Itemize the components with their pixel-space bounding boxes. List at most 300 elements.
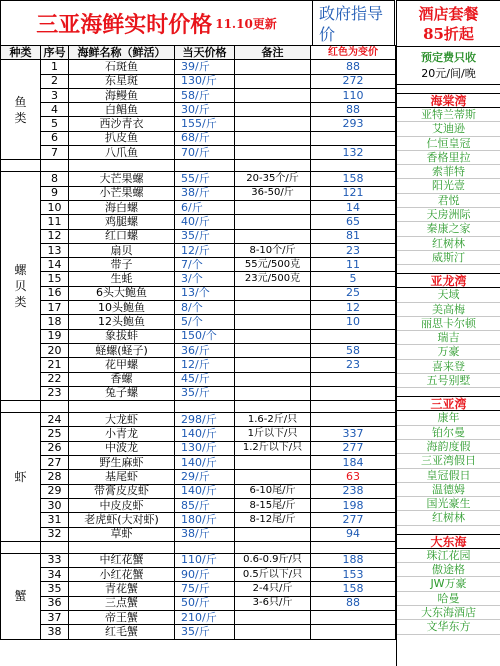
item-number: 32 xyxy=(41,527,69,541)
table-row xyxy=(1,413,396,427)
table-row xyxy=(1,358,396,372)
item-price: 140/斤 xyxy=(175,427,235,441)
item-number: 33 xyxy=(41,553,69,567)
header-reference: 红色为变价 xyxy=(311,46,396,60)
hotel-item: 红树林 xyxy=(397,511,500,525)
item-name: 6头大鲍鱼 xyxy=(69,286,175,300)
spacer-cell xyxy=(235,160,311,172)
item-note: 1斤以下/只 xyxy=(235,427,311,441)
item-note xyxy=(235,146,311,160)
item-name: 象拔蚌 xyxy=(69,329,175,343)
item-note xyxy=(235,74,311,88)
item-name: 大芒果螺 xyxy=(69,172,175,186)
item-name: 老虎虾(大对虾) xyxy=(69,513,175,527)
hotel-item: 君悦 xyxy=(397,194,500,208)
spacer-cell xyxy=(1,541,41,553)
table-row xyxy=(1,625,396,639)
gov-price-label: 政府指导价 xyxy=(313,0,395,46)
hotel-item: 五号别墅 xyxy=(397,374,500,388)
item-number: 11 xyxy=(41,215,69,229)
item-note xyxy=(235,610,311,624)
item-price: 155/斤 xyxy=(175,117,235,131)
table-row xyxy=(1,568,396,582)
item-note xyxy=(235,88,311,102)
table-row xyxy=(1,343,396,357)
spacer-cell xyxy=(69,401,175,413)
item-price: 210/斤 xyxy=(175,610,235,624)
item-reference-price: 188 xyxy=(311,553,396,567)
table-row xyxy=(1,60,396,74)
item-number: 24 xyxy=(41,413,69,427)
item-price: 35/斤 xyxy=(175,625,235,639)
item-price: 40/斤 xyxy=(175,215,235,229)
category-cell: 螺 贝 类 xyxy=(1,172,41,401)
item-reference-price xyxy=(311,413,396,427)
item-name: 八爪鱼 xyxy=(69,146,175,160)
item-note xyxy=(235,372,311,386)
item-reference-price: 277 xyxy=(311,441,396,455)
item-reference-price: 14 xyxy=(311,200,396,214)
hotel-item: 香格里拉 xyxy=(397,151,500,165)
item-number: 34 xyxy=(41,568,69,582)
item-note: 20-35个/斤 xyxy=(235,172,311,186)
item-number: 13 xyxy=(41,243,69,257)
table-row xyxy=(1,427,396,441)
item-name: 野生麻虾 xyxy=(69,456,175,470)
item-price: 38/斤 xyxy=(175,527,235,541)
hotel-item: 国光豪生 xyxy=(397,497,500,511)
table-row xyxy=(1,103,396,117)
item-reference-price: 277 xyxy=(311,513,396,527)
item-note xyxy=(235,527,311,541)
item-price: 85/斤 xyxy=(175,498,235,512)
item-name: 香螺 xyxy=(69,372,175,386)
item-reference-price: 337 xyxy=(311,427,396,441)
table-row xyxy=(1,272,396,286)
item-reference-price: 65 xyxy=(311,215,396,229)
header-note: 备注 xyxy=(235,46,311,60)
item-number: 38 xyxy=(41,625,69,639)
item-name: 蛏螺(蛏子) xyxy=(69,343,175,357)
category-cell: 鱼 类 xyxy=(1,60,41,160)
table-row xyxy=(1,610,396,624)
item-number: 20 xyxy=(41,343,69,357)
hotel-area-heading: 三亚湾 xyxy=(397,396,500,411)
table-row xyxy=(1,329,396,343)
item-note xyxy=(235,103,311,117)
item-number: 7 xyxy=(41,146,69,160)
item-name: 红口螺 xyxy=(69,229,175,243)
hotel-item: 仁恒皇冠 xyxy=(397,137,500,151)
item-name: 扇贝 xyxy=(69,243,175,257)
table-row xyxy=(1,553,396,567)
header-price: 当天价格 xyxy=(175,46,235,60)
item-price: 45/斤 xyxy=(175,372,235,386)
hotel-item: 艾迪逊 xyxy=(397,122,500,136)
header-name: 海鲜名称（鲜活） xyxy=(69,46,175,60)
booking-fee-line1: 预定费只收 xyxy=(421,51,476,64)
item-number: 4 xyxy=(41,103,69,117)
table-row xyxy=(1,498,396,512)
spacer-cell xyxy=(235,401,311,413)
item-name: 10头鲍鱼 xyxy=(69,301,175,315)
table-row xyxy=(1,286,396,300)
spacer-cell xyxy=(1,160,41,172)
header-category: 种类 xyxy=(1,46,41,60)
table-header-row xyxy=(1,46,396,60)
item-name: 带子 xyxy=(69,258,175,272)
item-note xyxy=(235,229,311,243)
hotel-item: 亚特兰蒂斯 xyxy=(397,108,500,122)
item-name: 带膏皮皮虾 xyxy=(69,484,175,498)
item-name: 扒皮鱼 xyxy=(69,131,175,145)
hotel-item: 温德姆 xyxy=(397,483,500,497)
category-cell: 蟹 xyxy=(1,553,41,639)
item-reference-price: 88 xyxy=(311,103,396,117)
item-reference-price: 58 xyxy=(311,343,396,357)
table-row xyxy=(1,243,396,257)
item-reference-price: 88 xyxy=(311,60,396,74)
area-gap xyxy=(397,265,500,273)
hotel-item: 秦康之家 xyxy=(397,222,500,236)
item-reference-price: 198 xyxy=(311,498,396,512)
spacer-cell xyxy=(311,401,396,413)
item-reference-price: 238 xyxy=(311,484,396,498)
item-note: 8-10个/斤 xyxy=(235,243,311,257)
item-name: 小青龙 xyxy=(69,427,175,441)
item-note: 2-4只/斤 xyxy=(235,582,311,596)
area-gap xyxy=(397,85,500,93)
table-row xyxy=(1,484,396,498)
table-row xyxy=(1,582,396,596)
table-row xyxy=(1,513,396,527)
item-note: 1.2斤以下/只 xyxy=(235,441,311,455)
item-reference-price: 158 xyxy=(311,582,396,596)
item-price: 75/斤 xyxy=(175,582,235,596)
item-note: 3-6只/斤 xyxy=(235,596,311,610)
table-row xyxy=(1,596,396,610)
item-number: 21 xyxy=(41,358,69,372)
item-note xyxy=(235,60,311,74)
hotel-item: 万豪 xyxy=(397,345,500,359)
item-number: 17 xyxy=(41,301,69,315)
item-name: 青花蟹 xyxy=(69,582,175,596)
item-price: 38/斤 xyxy=(175,186,235,200)
item-note xyxy=(235,131,311,145)
item-price: 39/斤 xyxy=(175,60,235,74)
item-note xyxy=(235,470,311,484)
item-price: 8/个 xyxy=(175,301,235,315)
item-number: 3 xyxy=(41,88,69,102)
item-name: 小芒果螺 xyxy=(69,186,175,200)
spacer-cell xyxy=(175,541,235,553)
item-number: 10 xyxy=(41,200,69,214)
table-row xyxy=(1,146,396,160)
item-price: 58/斤 xyxy=(175,88,235,102)
item-reference-price: 293 xyxy=(311,117,396,131)
table-row xyxy=(1,301,396,315)
item-name: 海鳗鱼 xyxy=(69,88,175,102)
item-note xyxy=(235,200,311,214)
item-reference-price: 272 xyxy=(311,74,396,88)
item-price: 90/斤 xyxy=(175,568,235,582)
hotel-item: 丽思卡尔顿 xyxy=(397,317,500,331)
hotel-area-heading: 大东海 xyxy=(397,534,500,549)
table-row xyxy=(1,527,396,541)
item-number: 30 xyxy=(41,498,69,512)
item-name: 中波龙 xyxy=(69,441,175,455)
booking-fee-line2: 20元/间/晚 xyxy=(421,67,476,80)
table-row xyxy=(1,186,396,200)
item-reference-price: 25 xyxy=(311,286,396,300)
price-table-body xyxy=(1,60,396,639)
item-number: 35 xyxy=(41,582,69,596)
item-name: 海白螺 xyxy=(69,200,175,214)
hotel-item: 阳光壹 xyxy=(397,179,500,193)
item-note xyxy=(235,329,311,343)
item-reference-price: 12 xyxy=(311,301,396,315)
item-name: 帝王蟹 xyxy=(69,610,175,624)
hotel-item: JW万豪 xyxy=(397,577,500,591)
table-row xyxy=(1,172,396,186)
item-note xyxy=(235,456,311,470)
item-name: 小红花蟹 xyxy=(69,568,175,582)
item-name: 生蚝 xyxy=(69,272,175,286)
item-reference-price: 158 xyxy=(311,172,396,186)
item-name: 西沙青衣 xyxy=(69,117,175,131)
item-name: 中红花蟹 xyxy=(69,553,175,567)
item-name: 12头鲍鱼 xyxy=(69,315,175,329)
spacer-cell xyxy=(175,401,235,413)
hotel-item: 索菲特 xyxy=(397,165,500,179)
item-number: 25 xyxy=(41,427,69,441)
spacer-cell xyxy=(41,401,69,413)
item-price: 110/斤 xyxy=(175,553,235,567)
spacer-cell xyxy=(1,401,41,413)
item-price: 3/个 xyxy=(175,272,235,286)
item-price: 130/斤 xyxy=(175,74,235,88)
item-name: 鸡腿螺 xyxy=(69,215,175,229)
item-note xyxy=(235,386,311,400)
item-reference-price xyxy=(311,386,396,400)
hotel-item: 珠江花园 xyxy=(397,549,500,563)
item-note: 23元/500克 xyxy=(235,272,311,286)
item-number: 12 xyxy=(41,229,69,243)
item-price: 30/斤 xyxy=(175,103,235,117)
item-reference-price: 11 xyxy=(311,258,396,272)
item-price: 150/个 xyxy=(175,329,235,343)
spacer-cell xyxy=(235,541,311,553)
item-note xyxy=(235,215,311,229)
item-reference-price: 63 xyxy=(311,470,396,484)
item-note: 8-15尾/斤 xyxy=(235,498,311,512)
table-row xyxy=(1,470,396,484)
item-note: 0.5斤以下/只 xyxy=(235,568,311,582)
item-reference-price xyxy=(311,131,396,145)
item-name: 东星斑 xyxy=(69,74,175,88)
item-reference-price: 110 xyxy=(311,88,396,102)
item-note: 36-50/斤 xyxy=(235,186,311,200)
item-reference-price: 132 xyxy=(311,146,396,160)
item-price: 7/个 xyxy=(175,258,235,272)
item-number: 28 xyxy=(41,470,69,484)
item-number: 18 xyxy=(41,315,69,329)
item-reference-price: 184 xyxy=(311,456,396,470)
hotel-title-line1: 酒店套餐 xyxy=(418,5,479,23)
item-number: 2 xyxy=(41,74,69,88)
item-price: 140/斤 xyxy=(175,484,235,498)
item-name: 草虾 xyxy=(69,527,175,541)
item-reference-price: 23 xyxy=(311,358,396,372)
hotel-booking-fee xyxy=(397,47,500,85)
item-note xyxy=(235,301,311,315)
spacer-cell xyxy=(41,541,69,553)
table-row xyxy=(1,386,396,400)
item-name: 三点蟹 xyxy=(69,596,175,610)
item-reference-price xyxy=(311,329,396,343)
item-reference-price: 153 xyxy=(311,568,396,582)
hotel-title-line2: 85折起 xyxy=(423,25,474,43)
item-number: 19 xyxy=(41,329,69,343)
hotel-item: 康年 xyxy=(397,411,500,425)
item-number: 31 xyxy=(41,513,69,527)
item-price: 35/斤 xyxy=(175,229,235,243)
item-price: 13/个 xyxy=(175,286,235,300)
table-row xyxy=(1,88,396,102)
item-number: 5 xyxy=(41,117,69,131)
item-name: 大龙虾 xyxy=(69,413,175,427)
item-note: 1.6-2斤/只 xyxy=(235,413,311,427)
item-note: 55元/500克 xyxy=(235,258,311,272)
item-name: 兔子螺 xyxy=(69,386,175,400)
item-name: 基尾虾 xyxy=(69,470,175,484)
item-number: 15 xyxy=(41,272,69,286)
item-price: 50/斤 xyxy=(175,596,235,610)
item-number: 23 xyxy=(41,386,69,400)
item-price: 180/斤 xyxy=(175,513,235,527)
hotel-item: 天房洲际 xyxy=(397,208,500,222)
item-reference-price: 5 xyxy=(311,272,396,286)
item-number: 6 xyxy=(41,131,69,145)
hotel-item: 文华东方 xyxy=(397,620,500,634)
item-price: 35/斤 xyxy=(175,386,235,400)
table-row xyxy=(1,117,396,131)
item-price: 6/斤 xyxy=(175,200,235,214)
item-price: 29/斤 xyxy=(175,470,235,484)
title-main: 三亚海鲜实时价格 xyxy=(36,11,213,38)
hotel-item: 天域 xyxy=(397,288,500,302)
hotel-item: 瑞吉 xyxy=(397,331,500,345)
item-note xyxy=(235,358,311,372)
hotel-area-heading: 海棠湾 xyxy=(397,93,500,108)
item-note xyxy=(235,117,311,131)
item-number: 9 xyxy=(41,186,69,200)
item-name: 花甲螺 xyxy=(69,358,175,372)
item-price: 5/个 xyxy=(175,315,235,329)
price-table xyxy=(0,45,396,640)
item-price: 12/斤 xyxy=(175,358,235,372)
item-price: 36/斤 xyxy=(175,343,235,357)
hotel-list xyxy=(397,85,500,635)
group-spacer-row xyxy=(1,401,396,413)
spacer-cell xyxy=(69,160,175,172)
item-note: 6-10尾/斤 xyxy=(235,484,311,498)
hotel-item: 美高梅 xyxy=(397,303,500,317)
item-note xyxy=(235,343,311,357)
hotel-title xyxy=(397,1,500,47)
table-row xyxy=(1,456,396,470)
item-price: 68/斤 xyxy=(175,131,235,145)
item-reference-price: 121 xyxy=(311,186,396,200)
item-price: 130/斤 xyxy=(175,441,235,455)
item-number: 37 xyxy=(41,610,69,624)
hotel-item: 喜来登 xyxy=(397,360,500,374)
item-reference-price: 94 xyxy=(311,527,396,541)
item-reference-price xyxy=(311,372,396,386)
item-reference-price: 10 xyxy=(311,315,396,329)
item-name: 白鲳鱼 xyxy=(69,103,175,117)
title-update: 11.10更新 xyxy=(215,16,277,31)
item-reference-price: 23 xyxy=(311,243,396,257)
hotel-area-heading: 亚龙湾 xyxy=(397,273,500,288)
hotel-item: 铂尔曼 xyxy=(397,426,500,440)
table-row xyxy=(1,258,396,272)
item-reference-price: 88 xyxy=(311,596,396,610)
spacer-cell xyxy=(175,160,235,172)
area-gap xyxy=(397,388,500,396)
item-number: 27 xyxy=(41,456,69,470)
item-price: 70/斤 xyxy=(175,146,235,160)
item-reference-price: 81 xyxy=(311,229,396,243)
table-row xyxy=(1,372,396,386)
table-row xyxy=(1,229,396,243)
hotel-panel xyxy=(396,0,500,666)
spacer-cell xyxy=(311,160,396,172)
hotel-item: 哈曼 xyxy=(397,592,500,606)
table-row xyxy=(1,74,396,88)
spacer-cell xyxy=(311,541,396,553)
area-gap xyxy=(397,526,500,534)
group-spacer-row xyxy=(1,160,396,172)
table-row xyxy=(1,441,396,455)
item-name: 红毛蟹 xyxy=(69,625,175,639)
item-number: 14 xyxy=(41,258,69,272)
hotel-item: 皇冠假日 xyxy=(397,469,500,483)
item-name: 中皮皮虾 xyxy=(69,498,175,512)
group-spacer-row xyxy=(1,541,396,553)
hotel-item: 威斯汀 xyxy=(397,251,500,265)
hotel-item: 海韵度假 xyxy=(397,440,500,454)
hotel-item: 大东海酒店 xyxy=(397,606,500,620)
item-number: 36 xyxy=(41,596,69,610)
item-reference-price xyxy=(311,625,396,639)
item-number: 29 xyxy=(41,484,69,498)
hotel-item: 三亚湾假日 xyxy=(397,454,500,468)
item-number: 16 xyxy=(41,286,69,300)
table-row xyxy=(1,131,396,145)
table-row xyxy=(1,315,396,329)
item-number: 8 xyxy=(41,172,69,186)
item-note xyxy=(235,315,311,329)
item-number: 22 xyxy=(41,372,69,386)
item-price: 12/斤 xyxy=(175,243,235,257)
category-cell: 虾 xyxy=(1,413,41,542)
item-note: 8-12尾/斤 xyxy=(235,513,311,527)
sheet-title xyxy=(0,0,313,46)
item-note: 0.6-0.9斤/只 xyxy=(235,553,311,567)
spacer-cell xyxy=(69,541,175,553)
item-number: 26 xyxy=(41,441,69,455)
